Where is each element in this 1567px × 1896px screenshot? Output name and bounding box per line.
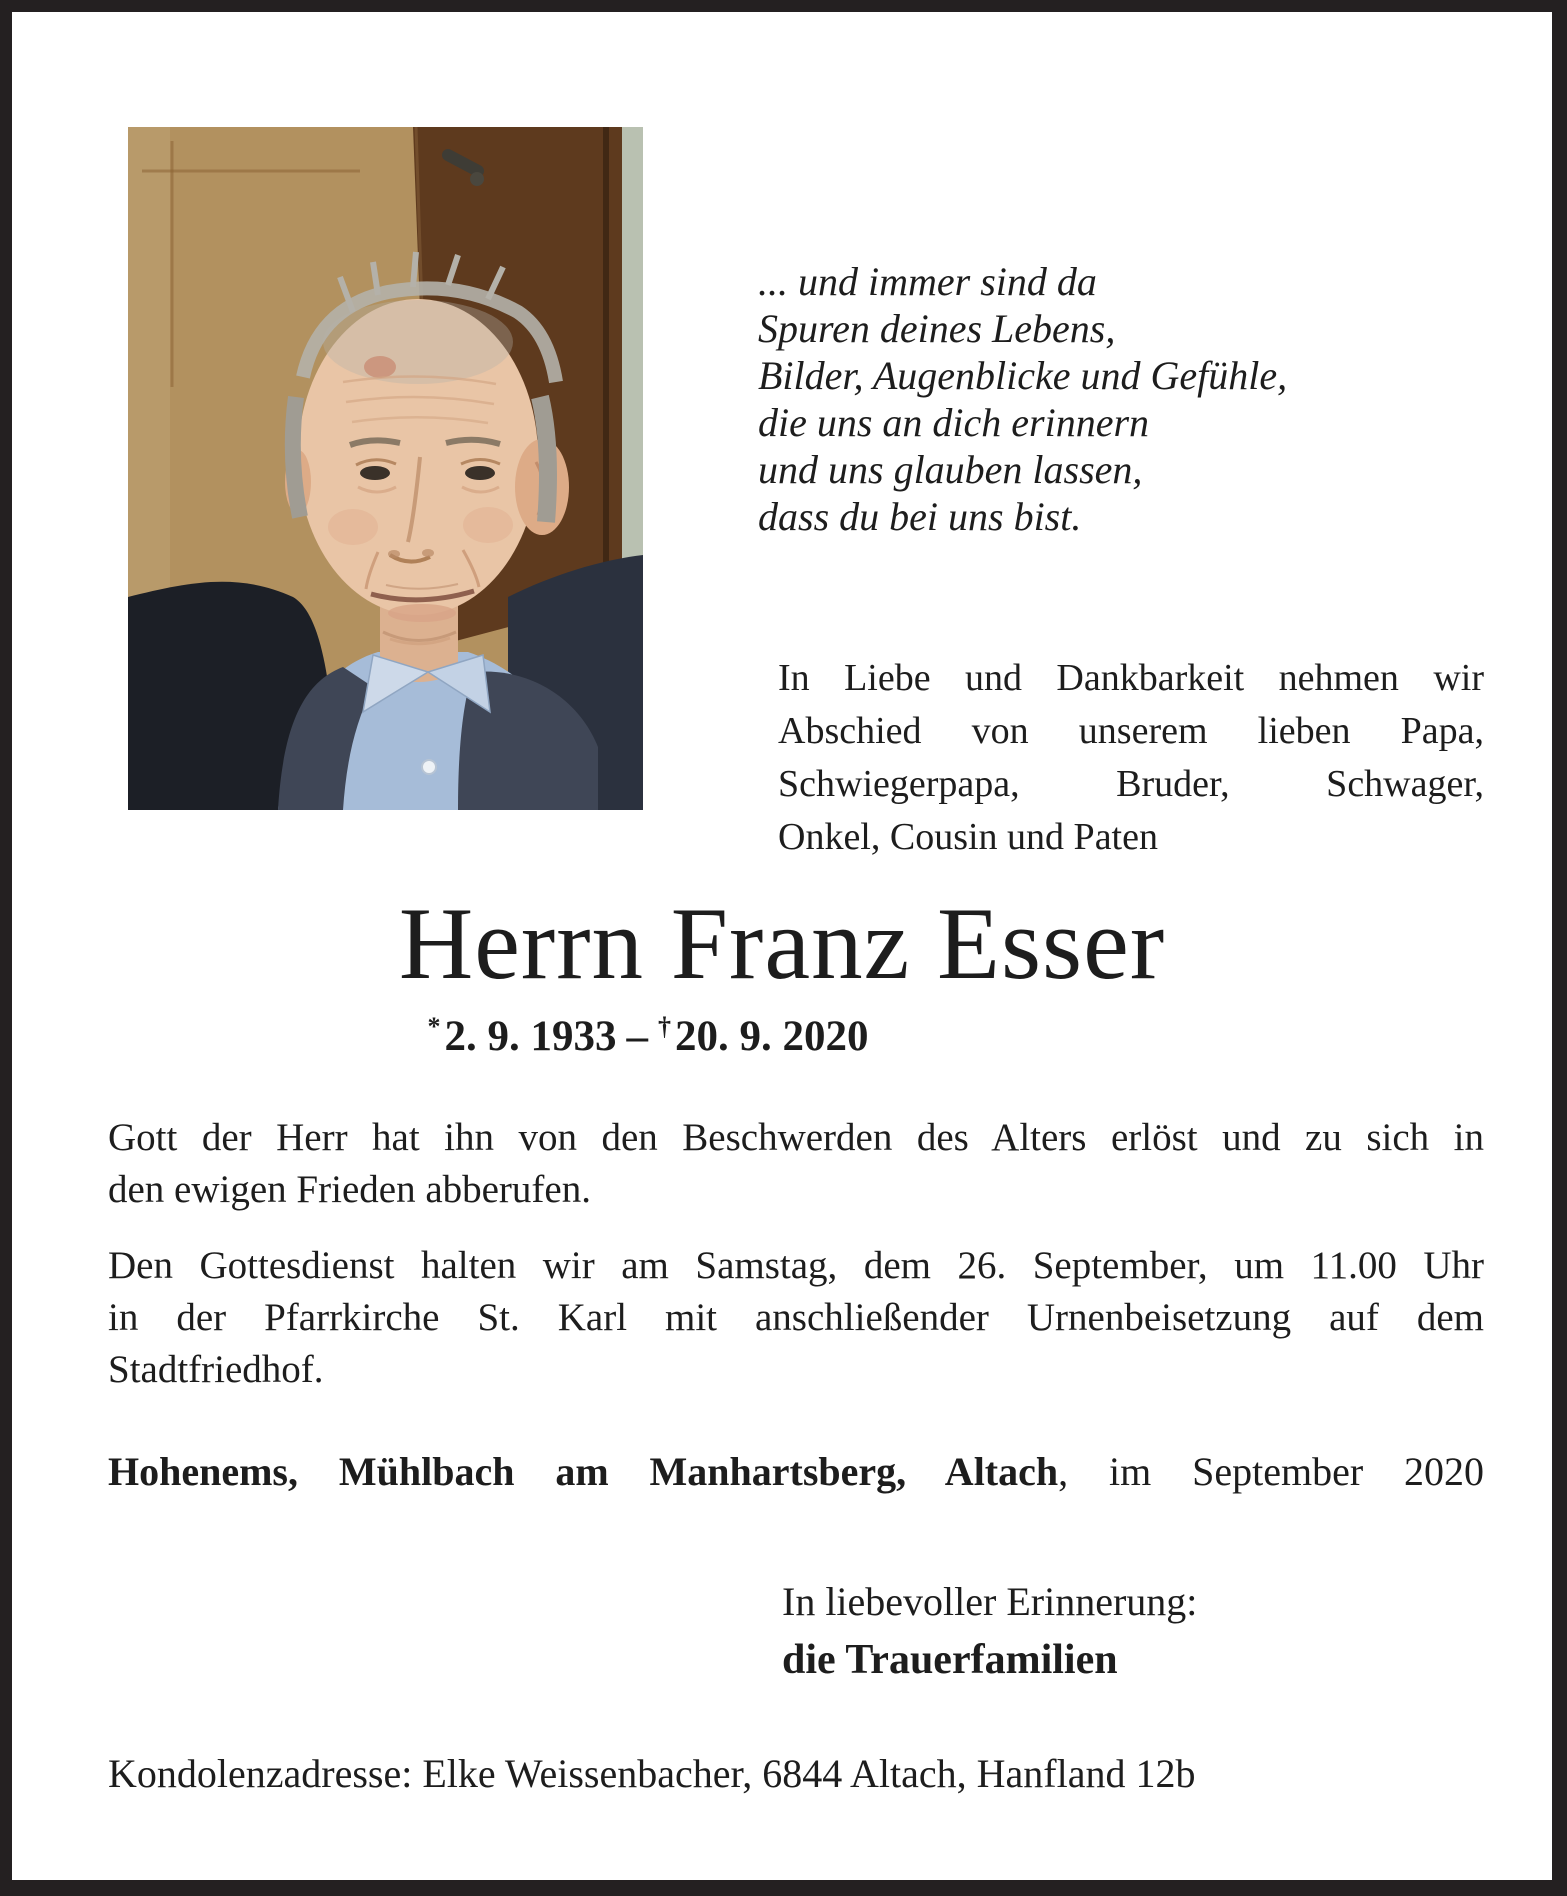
poem-line: ... und immer sind da [758,259,1097,304]
shirt-button [422,760,436,774]
text-line: Onkel, Cousin und Paten [778,816,1158,858]
death-date: 20. 9. 2020 [675,1013,869,1060]
release-paragraph [108,1112,1484,1216]
text-line: Abschied von unserem lieben Papa, [778,710,1484,752]
door-frame-strip [622,127,643,567]
farewell-text [778,652,1484,864]
poem-line: Bilder, Augenblicke und Gefühle, [758,353,1288,398]
birth-date: 2. 9. 1933 [444,1013,617,1060]
locations-line [108,1448,1484,1495]
portrait-photo [128,127,643,810]
text-line: Den Gottesdienst halten wir am Samstag, dem 26. September, um 11.00 Uhr [108,1244,1484,1287]
locations-bold: Hohenems, Mühlbach am Manhartsberg, Altach [108,1449,1059,1494]
text-line: den ewigen Frieden abberufen. [108,1168,591,1211]
poem-line: und uns glauben lassen, [758,447,1143,492]
life-dates [108,1012,1188,1061]
memorial-poem [758,258,1287,540]
text-line: In Liebe und Dankbarkeit nehmen wir [778,657,1484,699]
forehead-mark [364,356,396,378]
death-dagger-symbol: † [658,1011,671,1041]
mourning-families: die Trauerfamilien [782,1637,1118,1683]
text-line: Stadtfriedhof. [108,1348,324,1391]
remembrance-label: In liebevoller Erinnerung: [782,1579,1198,1624]
poem-line: die uns an dich erinnern [758,400,1150,445]
poem-line: dass du bei uns bist. [758,494,1082,539]
portrait-illustration [128,127,643,810]
text-line: Gott der Herr hat ihn von den Beschwerden des Alters erlöst und zu sich in [108,1116,1484,1159]
obituary-page [12,12,1552,1880]
poem-line: Spuren deines Lebens, [758,306,1116,351]
text-line: in der Pfarrkirche St. Karl mit anschließender Urnenbeisetzung auf dem [108,1296,1484,1339]
locations-rest: , im September 2020 [1058,1449,1485,1494]
text-line: Schwiegerpapa, Bruder, Schwager, [778,763,1484,805]
condolence-address: Kondolenzadresse: Elke Weissenbacher, 6844 Altach, Hanfland 12b [108,1751,1196,1796]
deceased-name: Herrn Franz Esser [398,887,1166,1001]
birth-star-symbol: * [427,1011,441,1041]
dates-separator: – [626,1013,648,1060]
service-paragraph [108,1240,1484,1396]
